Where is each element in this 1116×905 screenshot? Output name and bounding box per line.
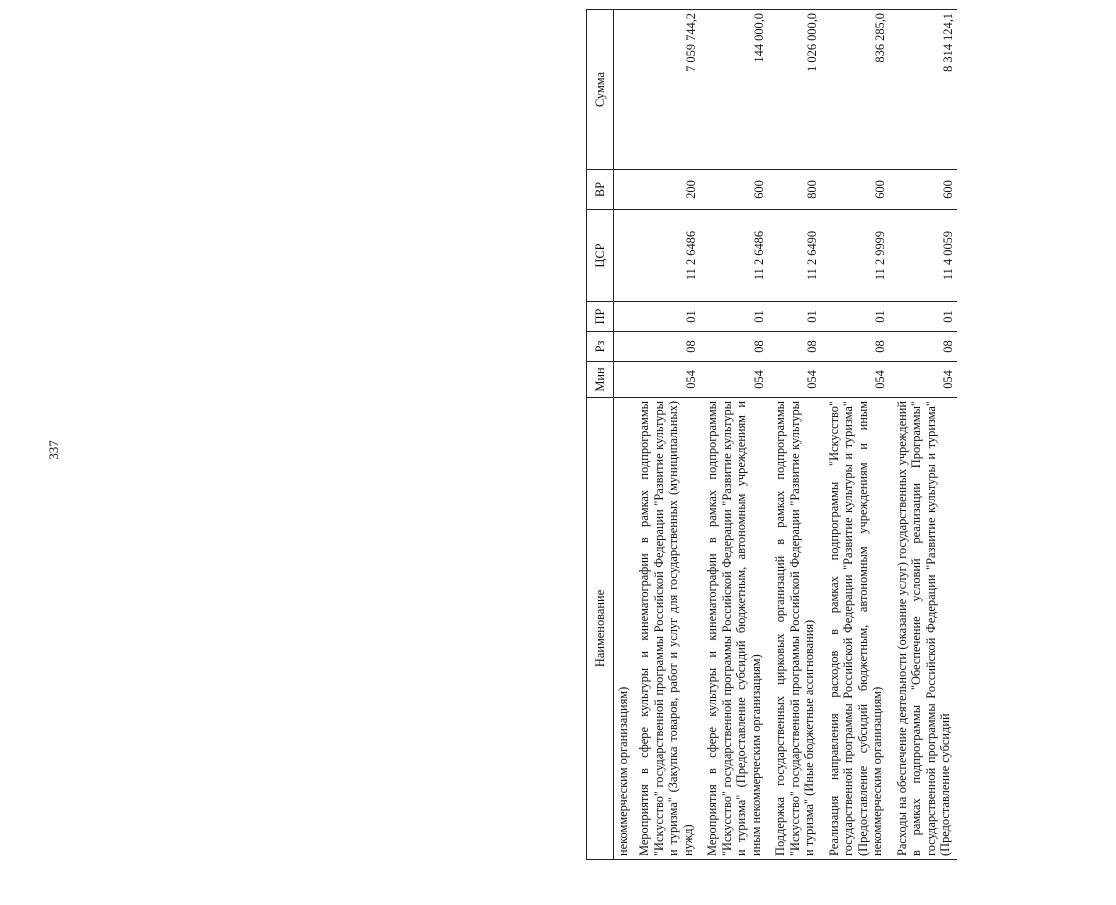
row-vr: 800 [767,170,821,210]
continuation-text: некоммерческим организациям) [614,398,632,860]
budget-table [586,9,957,860]
table-row [631,10,699,860]
row-name: Реализация направления расходов в рамках подпрограммы "Искусство" государственной программы Российской Федерации "Развитие культуры и туризма" (Предоставление субсидий бюджетным, автономным учреждениям и иным некоммерческим организациям) [821,398,889,860]
row-min: 054 [889,362,957,398]
row-name: Мероприятия в сфере культуры и кинематографии в рамках подпрограммы "Искусство" государственной программы Российской Федерации "Развитие культуры и туризма" (Закупка товаров, работ и услуг для государственных (муниципальных) нужд) [631,398,699,860]
header-sum: Сумма [587,10,614,170]
row-vr: 600 [699,170,767,210]
row-min: 054 [699,362,767,398]
row-sum: 1 026 000,0 [767,10,821,170]
row-csr: 11 2 6486 [699,210,767,302]
row-vr: 600 [889,170,957,210]
row-min: 054 [821,362,889,398]
row-vr: 600 [821,170,889,210]
row-min: 054 [767,362,821,398]
row-csr: 11 4 0059 [889,210,957,302]
row-pr: 01 [699,302,767,332]
row-name: Мероприятия в сфере культуры и кинематографии в рамках подпрограммы "Искусство" государственной программы Российской Федерации "Развитие культуры и туризма" (Предоставление субсидий бюджетным, автономным учреждениям и иным некоммерческим организациям) [699,398,767,860]
rotated-page-content [586,10,1116,860]
header-vr: ВР [587,170,614,210]
table-row [889,10,957,860]
row-sum: 8 314 124,1 [889,10,957,170]
row-name: Поддержка государственных цирковых организаций в рамках подпрограммы "Искусство" государственной программы Российской Федерации "Развитие культуры и туризма" (Иные бюджетные ассигнования) [767,398,821,860]
row-pr: 01 [889,302,957,332]
row-min: 054 [631,362,699,398]
row-pr: 01 [821,302,889,332]
continuation-row [614,10,632,860]
row-rz: 08 [631,332,699,362]
header-name: Наименование [587,398,614,860]
header-pr: ПР [587,302,614,332]
row-sum: 836 285,0 [821,10,889,170]
row-name: Расходы на обеспечение деятельности (оказание услуг) государственных учреждений в рамках подпрограммы "Обеспечение условий реализации Программы" государственной программы Российской Федерации "Развитие культуры и туризма" (Предоставление субсидий [889,398,957,860]
row-rz: 08 [767,332,821,362]
header-min: Мин [587,362,614,398]
row-rz: 08 [889,332,957,362]
table-row [821,10,889,860]
row-pr: 01 [767,302,821,332]
table-header-row [587,10,614,860]
row-pr: 01 [631,302,699,332]
header-csr: ЦСР [587,210,614,302]
row-rz: 08 [699,332,767,362]
page-number: 337 [46,440,61,460]
row-csr: 11 2 6490 [767,210,821,302]
row-sum: 7 059 744,2 [631,10,699,170]
row-rz: 08 [821,332,889,362]
row-csr: 11 2 6486 [631,210,699,302]
header-rz: Рз [587,332,614,362]
row-sum: 144 000,0 [699,10,767,170]
row-vr: 200 [631,170,699,210]
table-row [767,10,821,860]
row-csr: 11 2 9999 [821,210,889,302]
table-row [699,10,767,860]
